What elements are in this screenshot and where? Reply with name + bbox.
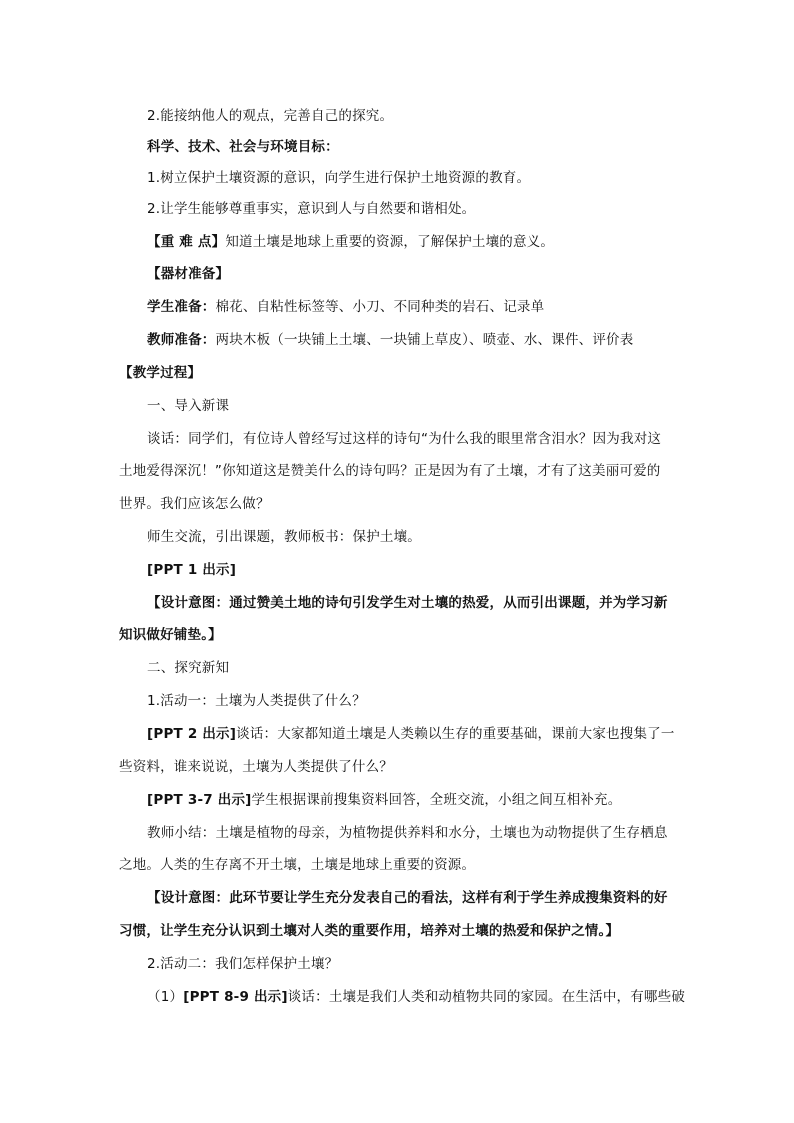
key-difficult-points	[147, 233, 554, 251]
activity-heading: 2.活动二：我们怎样保护土壤？	[147, 956, 339, 972]
teacher-materials-label: 教师准备：	[147, 332, 216, 348]
design-intent-line: 知识做好铺垫。】	[119, 627, 222, 643]
design-intent-line: 【设计意图：通过赞美土地的诗句引发学生对土壤的热爱，从而引出课题，并为学习新	[147, 595, 668, 611]
paragraph-line: 谈话：同学们，有位诗人曾经写过这样的诗句“为什么我的眼里常含泪水？因为我对这	[147, 431, 662, 447]
objective-line: 2.让学生能够尊重事实，意识到人与自然要和谐相处。	[147, 201, 476, 217]
teacher-materials-text: 两块木板（一块铺上土壤、一块铺上草皮）、喷壶、水、课件、评价表	[215, 332, 634, 348]
key-points-text: 知道土壤是地球上重要的资源，了解保护土壤的意义。	[225, 234, 555, 250]
key-points-label: 【重 难 点】	[147, 234, 226, 250]
item-number: （1）	[147, 989, 184, 1005]
paragraph-text: 学生根据课前搜集资料回答，全班交流，小组之间互相补充。	[251, 792, 622, 808]
subsection-heading: 二、探究新知	[147, 660, 230, 676]
section-heading-sts-goals: 科学、技术、社会与环境目标：	[147, 139, 339, 155]
ppt-marker: [PPT 8-9 出示]	[183, 989, 288, 1005]
paragraph-line: 师生交流，引出课题，教师板书：保护土壤。	[147, 529, 421, 545]
design-intent-line: 习惯，让学生充分认识到土壤对人类的重要作用，培养对土壤的热爱和保护之情。】	[119, 923, 620, 939]
paragraph-text: 谈话：土壤是我们人类和动植物共同的家园。在生活中，有哪些破	[287, 989, 686, 1005]
subsection-heading: 一、导入新课	[147, 398, 230, 414]
paragraph-line	[147, 725, 675, 743]
ppt-marker: [PPT 1 出示]	[147, 562, 237, 578]
ppt-marker: [PPT 2 出示]	[147, 726, 237, 742]
activity-heading: 1.活动一：土壤为人类提供了什么？	[147, 693, 366, 709]
paragraph-line	[147, 988, 685, 1006]
ppt-marker: [PPT 3-7 出示]	[147, 792, 252, 808]
section-heading-materials: 【器材准备】	[147, 266, 230, 282]
student-materials-label: 学生准备：	[147, 299, 216, 315]
student-materials-text: 棉花、自粘性标签等、小刀、不同种类的岩石、记录单	[215, 299, 545, 315]
paragraph-line: 些资料，谁来说说，土壤为人类提供了什么？	[119, 759, 393, 775]
paragraph-line	[147, 791, 621, 809]
objective-line: 1.树立保护土壤资源的意识，向学生进行保护土地资源的教育。	[147, 170, 531, 186]
objective-line: 2.能接纳他人的观点，完善自己的探究。	[147, 108, 394, 124]
teacher-materials	[147, 331, 633, 349]
paragraph-line: 土地爱得深沉！”你知道这是赞美什么的诗句吗？正是因为有了土壤，才有了这美丽可爱的	[119, 463, 661, 479]
paragraph-text: 谈话：大家都知道土壤是人类赖以生存的重要基础，课前大家也搜集了一	[236, 726, 675, 742]
paragraph-line: 世界。我们应该怎么做？	[119, 496, 270, 512]
student-materials	[147, 298, 544, 316]
design-intent-line: 【设计意图：此环节要让学生充分发表自己的看法，这样有利于学生养成搜集资料的好	[147, 890, 668, 906]
paragraph-line: 之地。人类的生存离不开土壤，土壤是地球上重要的资源。	[119, 857, 476, 873]
section-heading-teaching-process: 【教学过程】	[119, 365, 202, 381]
paragraph-line: 教师小结：土壤是植物的母亲，为植物提供养料和水分，土壤也为动物提供了生存栖息	[147, 825, 668, 841]
